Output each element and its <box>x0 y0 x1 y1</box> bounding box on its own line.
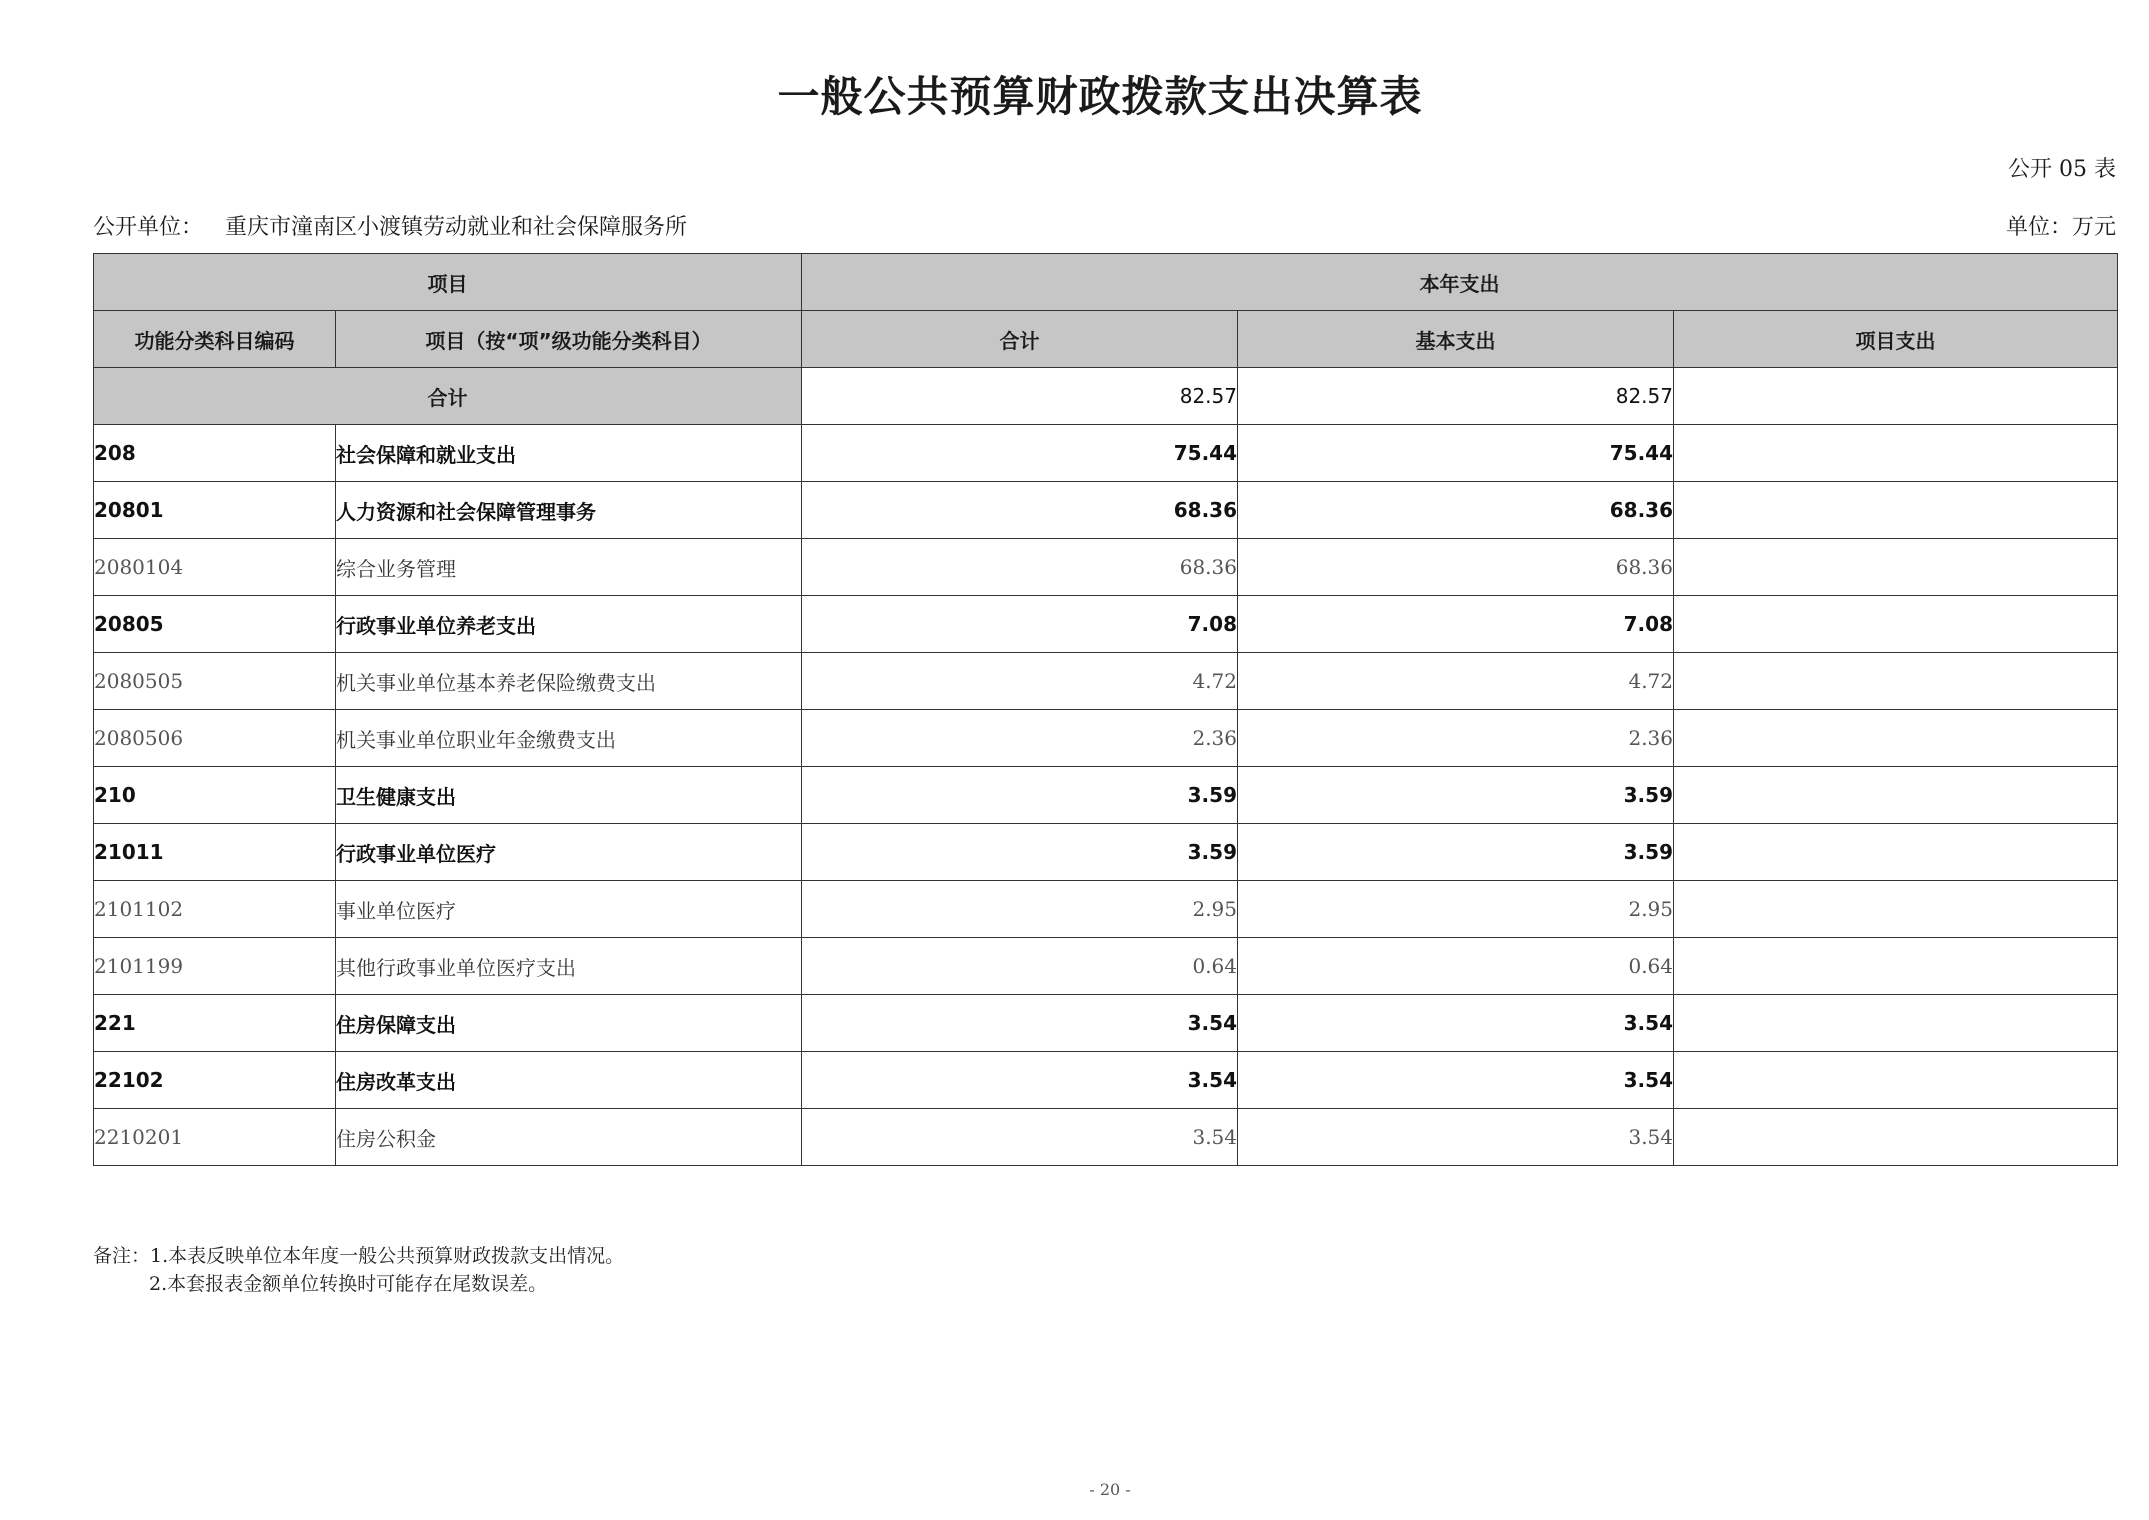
table-row <box>94 881 2118 938</box>
row-total: 4.72 <box>802 653 1238 710</box>
row-code: 2080506 <box>94 710 336 767</box>
row-basic: 75.44 <box>1238 425 1674 482</box>
row-basic: 3.59 <box>1238 824 1674 881</box>
table-row <box>94 995 2118 1052</box>
row-total: 2.36 <box>802 710 1238 767</box>
table-row <box>94 482 2118 539</box>
note-line-2: 2.本套报表金额单位转换时可能存在尾数误差。 <box>149 1273 548 1295</box>
row-project <box>1674 482 2118 539</box>
row-code: 221 <box>94 995 336 1052</box>
row-basic: 68.36 <box>1238 539 1674 596</box>
row-total: 2.95 <box>802 881 1238 938</box>
row-code: 2080505 <box>94 653 336 710</box>
row-item-name: 卫生健康支出 <box>336 767 802 824</box>
table-row <box>94 710 2118 767</box>
table-row <box>94 1052 2118 1109</box>
currency-unit: 单位：万元 <box>2005 215 2116 240</box>
row-total: 68.36 <box>802 482 1238 539</box>
header-current-year: 本年支出 <box>802 254 2118 311</box>
row-project <box>1674 653 2118 710</box>
row-code: 21011 <box>94 824 336 881</box>
row-basic: 7.08 <box>1238 596 1674 653</box>
row-total: 0.64 <box>802 938 1238 995</box>
row-item-name: 行政事业单位医疗 <box>336 824 802 881</box>
row-item-name: 人力资源和社会保障管理事务 <box>336 482 802 539</box>
total-project <box>1674 368 2118 425</box>
row-total: 7.08 <box>802 596 1238 653</box>
table-row <box>94 425 2118 482</box>
expenditure-table <box>93 253 2118 1166</box>
row-project <box>1674 1109 2118 1166</box>
row-basic: 68.36 <box>1238 482 1674 539</box>
row-project <box>1674 1052 2118 1109</box>
table-row <box>94 767 2118 824</box>
row-code: 20801 <box>94 482 336 539</box>
row-code: 2101102 <box>94 881 336 938</box>
total-basic: 82.57 <box>1238 368 1674 425</box>
row-item-name: 行政事业单位养老支出 <box>336 596 802 653</box>
page-title: 一般公共预算财政拨款支出决算表 <box>777 72 1423 121</box>
row-total: 68.36 <box>802 539 1238 596</box>
row-total: 75.44 <box>802 425 1238 482</box>
notes <box>93 1242 624 1298</box>
row-code: 2080104 <box>94 539 336 596</box>
row-item-name: 事业单位医疗 <box>336 881 802 938</box>
header-project: 项目 <box>94 254 802 311</box>
form-number: 公开 05 表 <box>2008 157 2116 182</box>
table-row <box>94 596 2118 653</box>
header-basic: 基本支出 <box>1238 311 1674 368</box>
row-basic: 4.72 <box>1238 653 1674 710</box>
row-item-name: 其他行政事业单位医疗支出 <box>336 938 802 995</box>
row-basic: 3.54 <box>1238 1109 1674 1166</box>
row-item-name: 机关事业单位基本养老保险缴费支出 <box>336 653 802 710</box>
row-basic: 3.54 <box>1238 1052 1674 1109</box>
row-item-name: 社会保障和就业支出 <box>336 425 802 482</box>
header-item: 项目（按“项”级功能分类科目） <box>336 311 802 368</box>
publishing-unit-name: 重庆市潼南区小渡镇劳动就业和社会保障服务所 <box>225 215 688 240</box>
row-basic: 3.54 <box>1238 995 1674 1052</box>
table-row <box>94 938 2118 995</box>
row-total: 3.59 <box>802 767 1238 824</box>
row-code: 210 <box>94 767 336 824</box>
row-basic: 0.64 <box>1238 938 1674 995</box>
note-line-1: 备注：1.本表反映单位本年度一般公共预算财政拨款支出情况。 <box>93 1245 625 1267</box>
row-basic: 2.95 <box>1238 881 1674 938</box>
row-item-name: 综合业务管理 <box>336 539 802 596</box>
row-code: 20805 <box>94 596 336 653</box>
row-project <box>1674 881 2118 938</box>
row-code: 2210201 <box>94 1109 336 1166</box>
total-label: 合计 <box>94 368 802 425</box>
row-code: 2101199 <box>94 938 336 995</box>
row-project <box>1674 824 2118 881</box>
row-total: 3.54 <box>802 1052 1238 1109</box>
header-total: 合计 <box>802 311 1238 368</box>
row-item-name: 住房公积金 <box>336 1109 802 1166</box>
row-total: 3.54 <box>802 995 1238 1052</box>
header-project-expenditure: 项目支出 <box>1674 311 2118 368</box>
header-code: 功能分类科目编码 <box>94 311 336 368</box>
row-total: 3.59 <box>802 824 1238 881</box>
row-project <box>1674 425 2118 482</box>
total-amount: 82.57 <box>802 368 1238 425</box>
total-row <box>94 368 2118 425</box>
table-row <box>94 653 2118 710</box>
table-row <box>94 1109 2118 1166</box>
page-number: - 20 - <box>1089 1480 1131 1499</box>
row-project <box>1674 995 2118 1052</box>
row-project <box>1674 938 2118 995</box>
table-row <box>94 539 2118 596</box>
publishing-unit <box>93 210 687 241</box>
row-item-name: 住房保障支出 <box>336 995 802 1052</box>
row-project <box>1674 710 2118 767</box>
row-basic: 2.36 <box>1238 710 1674 767</box>
row-project <box>1674 767 2118 824</box>
row-code: 22102 <box>94 1052 336 1109</box>
row-code: 208 <box>94 425 336 482</box>
table-row <box>94 824 2118 881</box>
row-total: 3.54 <box>802 1109 1238 1166</box>
row-project <box>1674 539 2118 596</box>
row-project <box>1674 596 2118 653</box>
row-item-name: 机关事业单位职业年金缴费支出 <box>336 710 802 767</box>
publishing-unit-label: 公开单位： <box>93 215 204 240</box>
row-item-name: 住房改革支出 <box>336 1052 802 1109</box>
row-basic: 3.59 <box>1238 767 1674 824</box>
